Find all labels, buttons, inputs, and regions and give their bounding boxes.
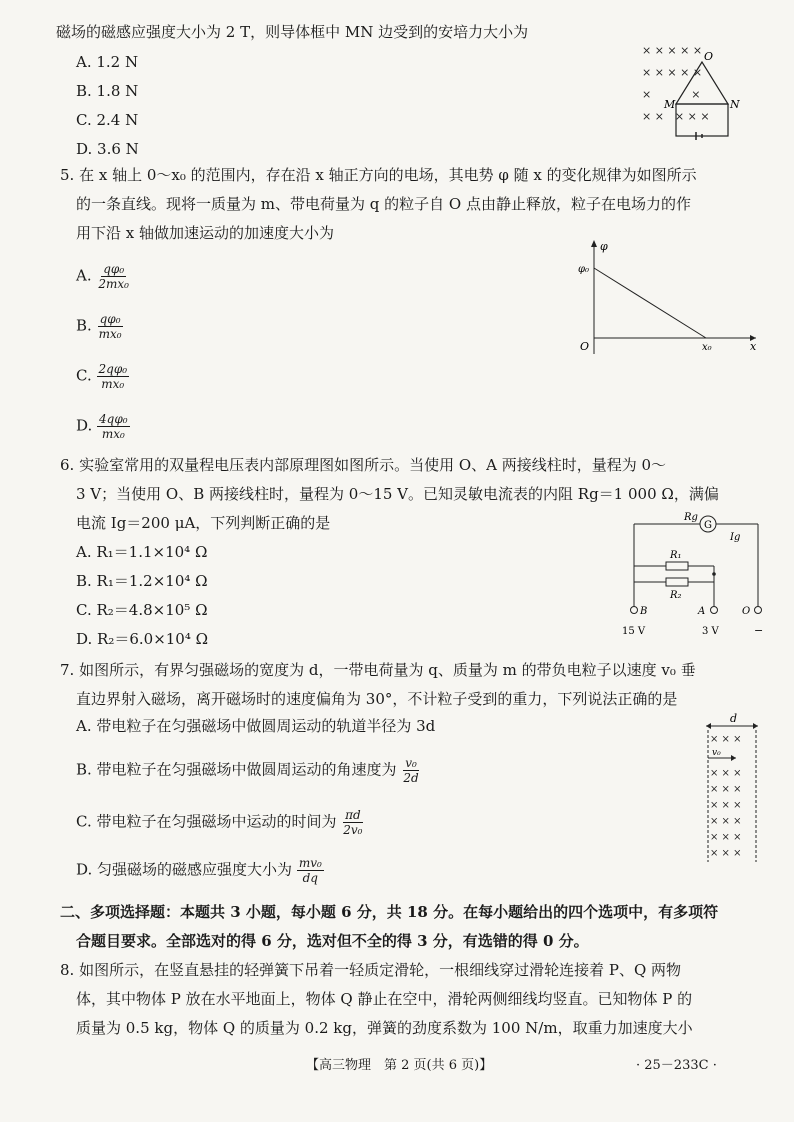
q5-label-x-axis: x [750,340,757,353]
q5-label-phi0: φ₀ [578,264,590,275]
q5-option-c-letter: C. [76,366,92,385]
svg-text:× × ×: × × × [710,848,742,859]
q8-line-2: 体，其中物体 P 放在水平地面上，物体 Q 静止在空中，滑轮两侧细线均竖直。已知物体 P 的 [76,990,693,1008]
q7-option-b [76,756,421,785]
svg-text:× × ×: × × × [710,734,742,745]
q4-option-b: B. 1.8 N [76,82,139,100]
svg-text:× × ×: × × × [710,800,742,811]
q7-line-1: 7. 如图所示，有界匀强磁场的宽度为 d，一带电荷量为 q、质量为 m 的带负电粒子以速度 v₀ 垂 [60,661,696,679]
q6-line-1: 6. 实验室常用的双量程电压表内部原理图如图所示。当使用 O、A 两接线柱时，量程为 0～ [60,456,667,474]
q5-phi-axis-arrow [591,240,597,247]
q7-velocity-arrowhead [731,755,736,761]
q7-label-d: d [730,712,738,725]
q4-label-m: M [664,98,676,111]
q5-line-2: 的一条直线。现将一质量为 m、带电荷量为 q 的粒子自 O 点由静止释放，粒子在电场力的作 [76,195,691,213]
q6-terminal-b [631,607,638,614]
q5-option-c-den: mx₀ [101,377,125,391]
q6-label-o: O [742,606,751,617]
q7-line-2: 直边界射入磁场，离开磁场时的速度偏角为 30°，不计粒子受到的重力，下列说法正确的是 [76,690,678,708]
q7-option-c-fraction [341,808,364,837]
q5-option-d-fraction [97,412,130,441]
q6-line-2: 3 V；当使用 O、B 两接线柱时，量程为 0～15 V。已知灵敏电流表的内阻 Rg＝1 000 Ω，满偏 [76,485,719,503]
q4-stem-tail: 磁场的磁感应强度大小为 2 T，则导体框中 MN 边受到的安培力大小为 [56,23,529,41]
q5-option-a-num: qφ₀ [103,262,125,276]
q5-option-b-fraction [97,312,124,341]
q4-figure [636,42,756,152]
q7-option-c [76,808,365,837]
q4-option-d: D. 3.6 N [76,140,139,158]
q4-option-a: A. 1.2 N [76,53,139,71]
q7-width-arrow-left [706,723,711,729]
q6-resistor-r1 [666,562,688,570]
q5-option-d [76,412,130,441]
section2-heading-line-1: 二、多项选择题：本题共 3 小题，每小题 6 分，共 18 分。在每小题给出的四个选项中，有多项符 [60,903,719,921]
q6-line-3: 电流 Ig＝200 μA，下列判断正确的是 [76,514,331,532]
q5-option-b-num: qφ₀ [99,312,121,326]
q8-line-3: 质量为 0.5 kg，物体 Q 的质量为 0.2 kg，弹簧的劲度系数为 100 N/m，取重力加速度大小 [76,1019,693,1037]
footer-page-info: 【高三物理 第 2 页(共 6 页)】 [306,1058,493,1073]
q5-option-b [76,312,124,341]
q6-label-r2: R₂ [670,590,682,601]
q5-option-c-fraction [97,362,130,391]
q5-option-a [76,262,131,291]
q5-phi-line [594,268,706,338]
q5-phi-x-graph [566,238,766,356]
q6-resistor-r2 [666,578,688,586]
q6-terminal-o [755,607,762,614]
q6-option-a: A. R₁＝1.1×10⁴ Ω [76,543,208,561]
q6-circuit-figure [618,510,768,640]
q6-terminal-a [711,607,718,614]
q5-option-a-letter: A. [76,266,92,285]
q8-line-1: 8. 如图所示，在竖直悬挂的轻弹簧下吊着一轻质定滑轮，一根细线穿过滑轮连接着 P、Q 两物 [60,961,682,979]
q6-label-3v: 3 V [702,626,719,637]
q6-label-ig: Ig [730,532,741,543]
q7-width-arrow-right [753,723,758,729]
q7-option-d-fraction [297,856,324,885]
q7-option-c-num: πd [345,808,361,822]
section2-heading-line-2: 合题目要求。全部选对的得 6 分，选对但不全的得 3 分，有选错的得 0 分。 [76,932,589,950]
q5-option-a-fraction [96,262,131,291]
q6-label-b: B [640,606,648,617]
svg-text:× × ×: × × × [710,768,742,779]
q5-line-3: 用下沿 x 轴做加速运动的加速度大小为 [76,224,334,242]
q6-label-15v: 15 V [622,626,646,637]
svg-text:× × × × ×: × × × × × [642,44,703,57]
svg-text:× × × × ×: × × × × × [642,110,710,123]
q5-label-x0: x₀ [702,342,712,353]
q5-option-c-num: 2qφ₀ [98,362,128,376]
q5-option-c [76,362,129,391]
q7-option-d [76,856,324,885]
svg-text:× ×: × × [642,88,701,101]
q5-option-d-den: mx₀ [101,427,125,441]
q5-option-b-den: mx₀ [98,327,122,341]
q4-label-o: O [704,50,714,63]
q7-option-c-den: 2v₀ [343,823,363,837]
svg-text:× × × × ×: × × × × × [642,66,703,79]
footer-code: · 25－233C · [636,1058,717,1073]
q6-label-minus: − [754,624,764,637]
q7-option-b-fraction [401,756,420,785]
q6-junction [712,572,716,576]
q6-label-g: G [704,520,712,531]
q6-option-d: D. R₂＝6.0×10⁴ Ω [76,630,209,648]
q5-option-a-den: 2mx₀ [98,277,129,291]
q7-field-figure [702,712,762,872]
svg-text:× × ×: × × × [710,784,742,795]
q5-option-d-letter: D. [76,416,93,435]
q7-option-d-text: D. 匀强磁场的磁感应强度大小为 [76,860,293,879]
q7-label-v0: v₀ [712,748,721,758]
svg-text:× × ×: × × × [710,832,742,843]
q6-option-b: B. R₁＝1.2×10⁴ Ω [76,572,208,590]
q4-label-n: N [730,98,740,111]
q7-option-b-text: B. 带电粒子在匀强磁场中做圆周运动的角速度为 [76,760,397,779]
q6-label-a: A [698,606,706,617]
q5-option-d-num: 4qφ₀ [99,412,128,426]
q5-label-phi-axis: φ [600,240,608,253]
q7-option-b-den: 2d [403,771,419,785]
q7-option-b-num: v₀ [405,756,417,770]
svg-text:× × ×: × × × [710,816,742,827]
q5-option-b-letter: B. [76,316,92,335]
q7-option-d-num: mv₀ [298,856,322,870]
q6-label-rg: Rg [684,512,698,523]
q7-option-d-den: dq [302,871,318,885]
q7-option-a: A. 带电粒子在匀强磁场中做圆周运动的轨道半径为 3d [76,717,436,735]
q7-option-c-text: C. 带电粒子在匀强磁场中运动的时间为 [76,812,337,831]
q5-line-1: 5. 在 x 轴上 0～x₀ 的范围内，存在沿 x 轴正方向的电场，其电势 φ 随 x 的变化规律为如图所示 [60,166,697,184]
q5-label-origin: O [580,340,590,353]
q4-option-c: C. 2.4 N [76,111,139,129]
q6-label-r1: R₁ [670,550,682,561]
q6-option-c: C. R₂＝4.8×10⁵ Ω [76,601,208,619]
